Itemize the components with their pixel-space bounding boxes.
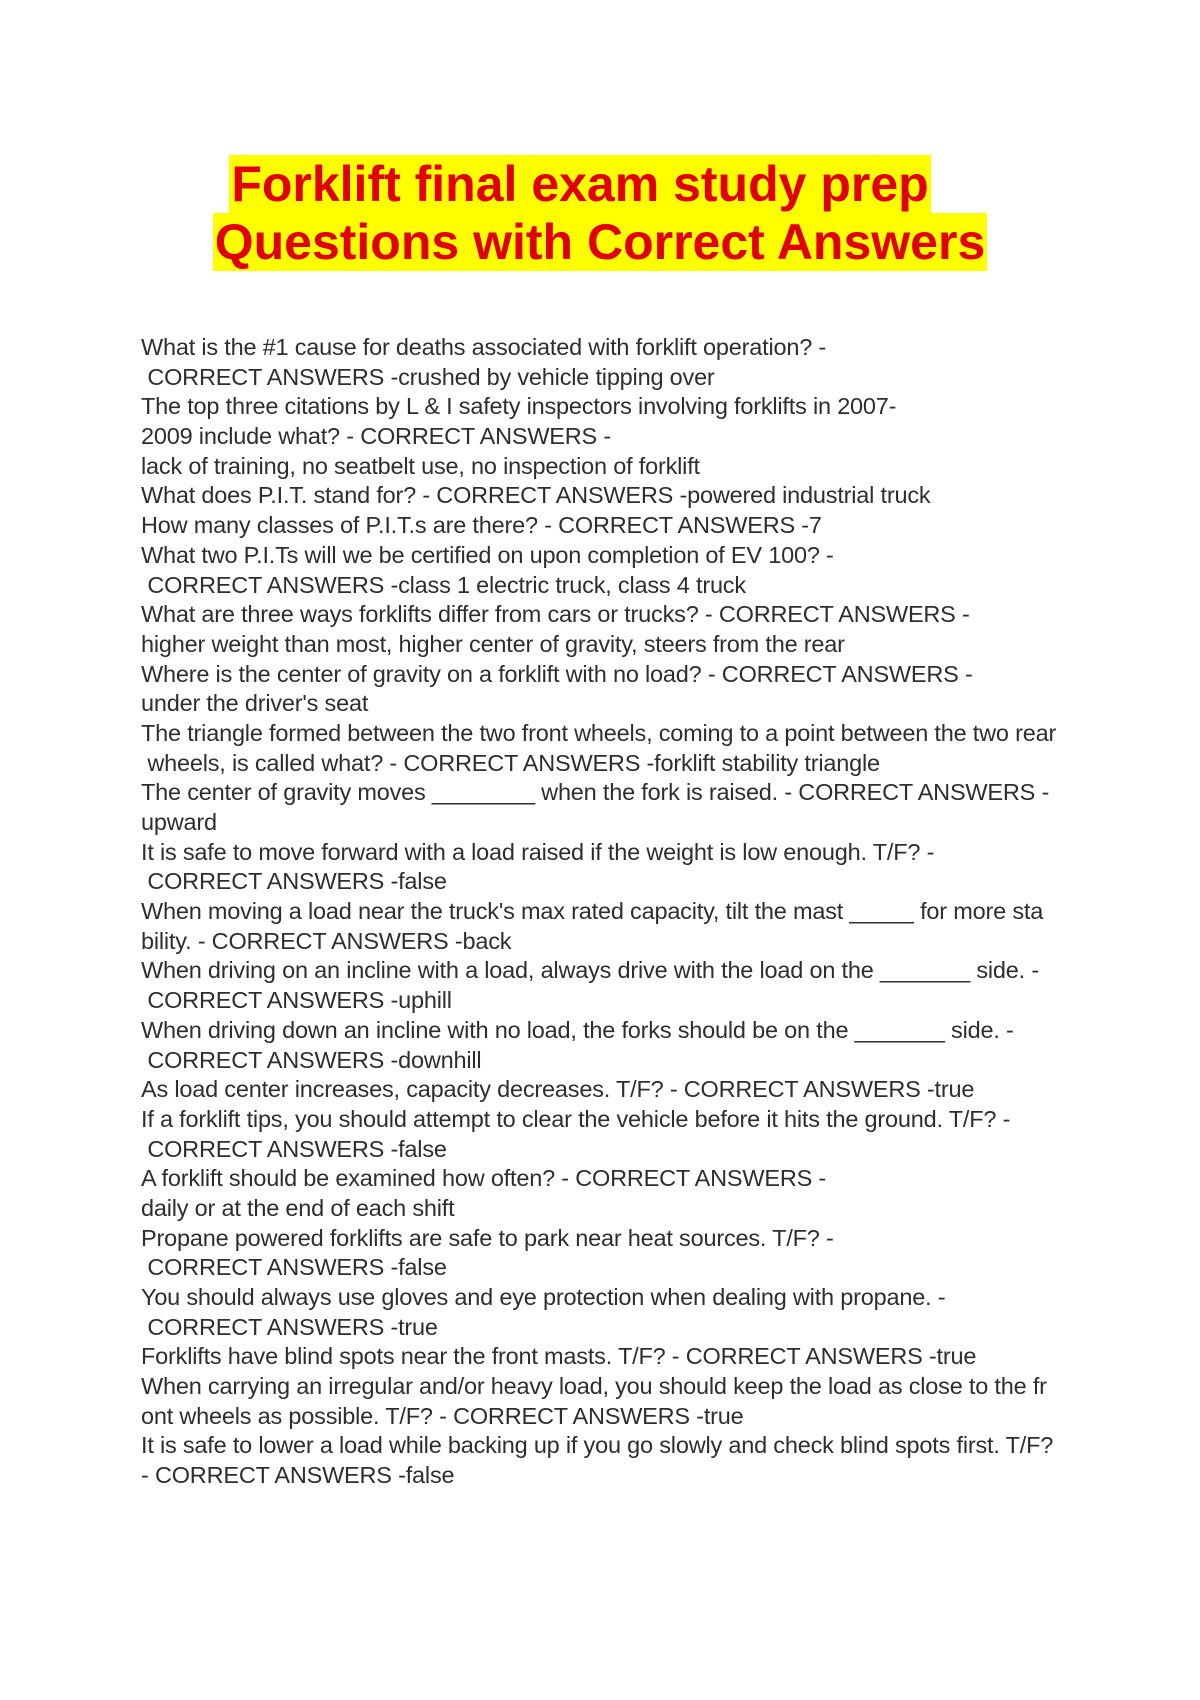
text-line: CORRECT ANSWERS -false [141,1135,447,1162]
title-line-2: Questions with Correct Answers [214,214,986,270]
document-title [0,155,1200,271]
text-line: A forklift should be examined how often? - CORRECT ANSWERS - [141,1165,827,1192]
text-line: You should always use gloves and eye protection when dealing with propane. - [141,1284,946,1310]
text-line: Forklifts have blind spots near the front masts. T/F? - CORRECT ANSWERS -true [141,1343,977,1370]
text-line: What two P.I.Ts will we be certified on upon completion of EV 100? - [141,541,834,568]
text-line: What are three ways forklifts differ from cars or trucks? - CORRECT ANSWERS - [141,601,970,628]
text-line: ont wheels as possible. T/F? - CORRECT ANSWERS -true [141,1402,744,1429]
text-line: As load center increases, capacity decreases. T/F? - CORRECT ANSWERS -true [141,1076,975,1103]
text-line: The top three citations by L & I safety inspectors involving forklifts in 2007- [141,393,897,420]
text-line: CORRECT ANSWERS -false [141,1254,447,1281]
text-line: upward [141,809,217,835]
text-line: CORRECT ANSWERS -uphill [141,987,452,1014]
text-line: - CORRECT ANSWERS -false [141,1462,455,1489]
text-line: How many classes of P.I.T.s are there? - CORRECT ANSWERS -7 [141,512,822,539]
text-line: bility. - CORRECT ANSWERS -back [141,927,512,954]
text-line: If a forklift tips, you should attempt to clear the vehicle before it hits the ground. T/F? - [141,1105,1011,1132]
text-line: 2009 include what? - CORRECT ANSWERS - [141,423,611,450]
text-line: CORRECT ANSWERS -false [141,868,447,895]
text-line: The center of gravity moves ________ when the fork is raised. - CORRECT ANSWERS - [141,779,1050,806]
text-line: CORRECT ANSWERS -true [141,1313,438,1340]
text-line: Propane powered forklifts are safe to park near heat sources. T/F? - [141,1224,834,1251]
text-line: higher weight than most, higher center of gravity, steers from the rear [141,630,845,657]
text-line: When carrying an irregular and/or heavy load, you should keep the load as close to the fr [141,1373,1047,1400]
text-line: The triangle formed between the two front wheels, coming to a point between the two rear [141,719,1057,746]
text-line: daily or at the end of each shift [141,1194,455,1221]
text-line: lack of training, no seatbelt use, no inspection of forklift [141,452,700,479]
text-line: When moving a load near the truck's max rated capacity, tilt the mast _____ for more sta [141,898,1044,925]
text-line: When driving down an incline with no load, the forks should be on the _______ side. - [141,1016,1014,1043]
text-line: It is safe to move forward with a load raised if the weight is low enough. T/F? - [141,838,935,865]
text-line: wheels, is called what? - CORRECT ANSWERS -forklift stability triangle [141,749,880,776]
qa-body [141,333,1081,1491]
text-line: When driving on an incline with a load, always drive with the load on the _______ side. - [141,957,1039,984]
text-line: under the driver's seat [141,690,369,717]
text-line: CORRECT ANSWERS -downhill [141,1046,482,1073]
text-line: It is safe to lower a load while backing up if you go slowly and check blind spots first. T/F? [141,1432,1054,1459]
text-line: CORRECT ANSWERS -class 1 electric truck, class 4 truck [141,571,746,598]
text-line: What does P.I.T. stand for? - CORRECT ANSWERS -powered industrial truck [141,482,931,509]
title-line-1: Forklift final exam study prep [231,156,929,212]
text-line: Where is the center of gravity on a forklift with no load? - CORRECT ANSWERS - [141,660,973,687]
text-line: CORRECT ANSWERS -crushed by vehicle tipping over [141,363,715,390]
text-line: What is the #1 cause for deaths associated with forklift operation? - [141,334,827,360]
